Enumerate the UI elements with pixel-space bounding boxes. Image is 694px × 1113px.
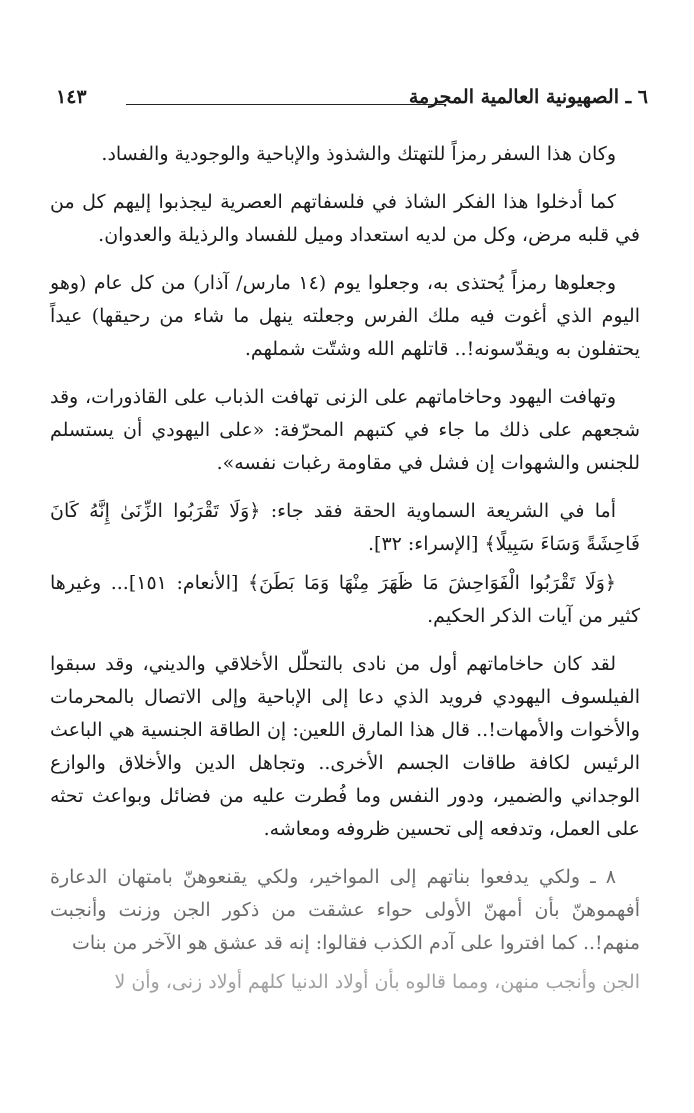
header-rule (126, 104, 446, 105)
paragraph: كما أدخلوا هذا الفكر الشاذ في فلسفاتهم العصرية ليجذبوا إليهم كل من في قلبه مرض، وكل من لديه استعداد وميل للفساد والرذيلة والعدوان. (50, 191, 640, 246)
paragraph: ٨ ـ ولكي يدفعوا بناتهم إلى المواخير، ولكي يقنعوهنّ بامتهان الدعارة أفهموهنّ بأن أمهنّ الأولى حواء عشقت من ذكور الجن وزنت وأنجبت منهم!.. كما افتروا على آدم الكذب فقالوا: إنه قد عشق هو الآخر من بنات (50, 866, 640, 954)
running-header (56, 86, 648, 114)
paragraph: وتهافت اليهود وحاخاماتهم على الزنى تهافت الذباب على القاذورات، وقد شجعهم على ذلك ما جاء في كتبهم المحرّفة: «على اليهودي أن يستسلم للجنس والشهوات إن فشل في مقاومة رغبات نفسه». (50, 386, 640, 474)
quran-quote: ﴿وَلَا تَقْرَبُوا الْفَوَاحِشَ مَا ظَهَرَ مِنْهَا وَمَا بَطَنَ﴾ [الأنعام: ١٥١]... وغيرها كثير من آيات الذكر الحكيم. (50, 572, 640, 627)
page-number: ١٤٣ (56, 86, 87, 108)
paragraph: لقد كان حاخاماتهم أول من نادى بالتحلّل الأخلاقي والديني، وقد سبقوا الفيلسوف اليهودي فرويد الذي دعا إلى الإباحية وإلى الاتصال بالمحرمات والأخوات والأمهات!.. قال هذا المارق اللعين: إن الطاقة الجنسية هي الباعث الرئيس لكافة طاقات الجسم الأخرى.. وتجاهل الدين والأخلاق والوازع الوجداني والضمير، ودور النفس وما فُطرت عليه من فضائل وبواعث تحثه على العمل، وتدفعه إلى تحسين ظروفه ومعاشه. (50, 653, 640, 840)
page-body (50, 138, 640, 999)
paragraph: وكان هذا السفر رمزاً للتهتك والشذوذ والإباحية والوجودية والفساد. (101, 143, 616, 165)
chapter-title: ٦ ـ الصهيونية العالمية المجرمة (408, 86, 648, 108)
faded-line: الجن وأنجب منهن، ومما قالوه بأن أولاد الدنيا كلهم أولاد زنى، وأن لا (114, 971, 640, 993)
quran-quote: أما في الشريعة السماوية الحقة فقد جاء: ﴿وَلَا تَقْرَبُوا الزِّنَىٰ إِنَّهُ كَانَ فَاحِشَةً وَسَاءَ سَبِيلًا﴾ [الإسراء: ٣٢]. (50, 500, 640, 555)
paragraph: وجعلوها رمزاً يُحتذى به، وجعلوا يوم (١٤ مارس/ آذار) من كل عام (وهو اليوم الذي أغوت فيه ملك الفرس وجعلته ينهل ما شاء من رحيقها) عيداً يحتفلون به ويقدّسونه!.. قاتلهم الله وشتّت شملهم. (50, 272, 640, 360)
